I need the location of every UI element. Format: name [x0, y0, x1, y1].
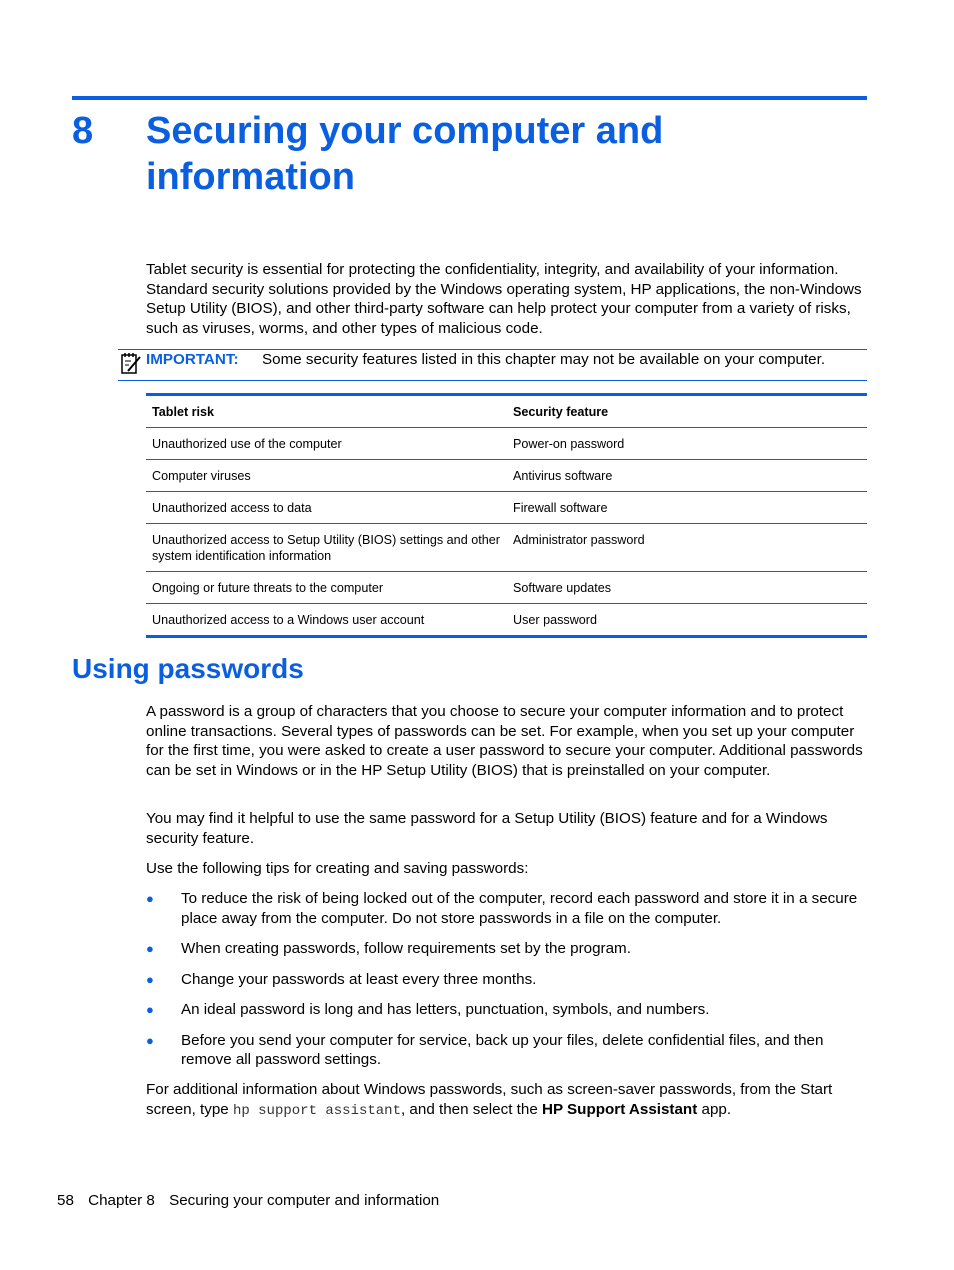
risk-cell: Unauthorized access to a Windows user account: [152, 613, 425, 627]
table-row: [146, 428, 867, 460]
risk-cell: Unauthorized use of the computer: [152, 437, 342, 451]
list-item: [146, 1000, 868, 1020]
final-text-after: app.: [697, 1100, 732, 1118]
feature-cell: Power-on password: [513, 437, 625, 451]
feature-cell: Antivirus software: [513, 469, 613, 483]
risk-cell: Computer viruses: [152, 469, 251, 483]
final-paragraph: [146, 1080, 868, 1121]
note-pad-icon: [120, 351, 142, 375]
important-label: IMPORTANT:: [146, 351, 239, 368]
risk-cell: Unauthorized access to Setup Utility (BIOS) settings and other system identification information: [152, 533, 500, 563]
section-heading: Using passwords: [72, 653, 304, 684]
command-text: hp support assistant: [232, 1102, 401, 1119]
intro-paragraph: Tablet security is essential for protecting the confidentiality, integrity, and availability of your information. Standard security solutions provided by the Windows operating system, HP applications, the non-Windows Setup Utility (BIOS), and other third-party software can help protect your computer from a variety of risks, such as viruses, worms, and other types of malicious code.: [146, 261, 862, 337]
chapter-number: 8: [72, 110, 94, 152]
bullet-icon: ●: [146, 891, 154, 906]
tips-list: [146, 889, 868, 1081]
header-security-feature: Security feature: [513, 405, 609, 419]
page-number: 58: [57, 1192, 74, 1209]
tip-text: Change your passwords at least every three months.: [181, 970, 537, 988]
app-name: HP Support Assistant: [542, 1100, 698, 1118]
passwords-paragraph-1: A password is a group of characters that you choose to secure your computer information and to protect online transactions. Several types of passwords can be set. For example, when you set up your computer for the first time, you were asked to create a user password to secure your computer. Additional passwords can be set in Windows or in the HP Setup Utility (BIOS) that is preinstalled on your computer.: [146, 703, 863, 779]
list-item: [146, 889, 868, 928]
security-table: [146, 393, 867, 638]
chapter-rule: [72, 96, 867, 100]
table-row: [146, 572, 867, 604]
footer-chapter: Chapter 8: [88, 1192, 155, 1209]
bullet-icon: ●: [146, 971, 154, 987]
table-header-row: [146, 395, 867, 428]
feature-cell: User password: [513, 613, 597, 627]
table-row: [146, 460, 867, 492]
feature-cell: Firewall software: [513, 501, 608, 515]
tip-text: When creating passwords, follow requirements set by the program.: [181, 940, 631, 957]
table-row: [146, 492, 867, 524]
bullet-icon: ●: [146, 1032, 154, 1048]
list-item: [146, 939, 868, 959]
table-row: [146, 604, 867, 637]
feature-cell: Software updates: [513, 581, 612, 595]
chapter-title: Securing your computer and information: [146, 110, 664, 198]
tip-text: Before you send your computer for service, back up your files, delete confidential files, and then remove all password settings.: [181, 1031, 824, 1068]
bullet-icon: ●: [146, 941, 154, 956]
list-item: [146, 970, 868, 990]
risk-cell: Ongoing or future threats to the computer: [152, 581, 384, 595]
bullet-icon: ●: [146, 1002, 154, 1017]
header-tablet-risk: Tablet risk: [152, 405, 215, 419]
important-text: Some security features listed in this chapter may not be available on your computer.: [262, 351, 826, 368]
page-footer: [57, 1192, 449, 1209]
important-note: [118, 349, 867, 381]
final-text-middle: , and then select the: [400, 1100, 542, 1118]
list-item: [146, 1031, 868, 1070]
risk-cell: Unauthorized access to data: [152, 501, 312, 515]
final-text-before: For additional information about Windows passwords, such as screen-saver passwords, from the Start screen, type: [146, 1081, 833, 1118]
tip-text: An ideal password is long and has letters, punctuation, symbols, and numbers.: [181, 1001, 710, 1018]
table-row: [146, 524, 867, 572]
footer-title: Securing your computer and information: [169, 1192, 440, 1209]
feature-cell: Administrator password: [513, 533, 645, 547]
tip-text: To reduce the risk of being locked out of the computer, record each password and store it in a secure place away from the computer. Do not store passwords in a file on the computer.: [181, 890, 858, 927]
passwords-paragraph-3: Use the following tips for creating and saving passwords:: [146, 860, 529, 877]
passwords-paragraph-2: You may find it helpful to use the same password for a Setup Utility (BIOS) feature and for a Windows security feature.: [146, 810, 828, 847]
